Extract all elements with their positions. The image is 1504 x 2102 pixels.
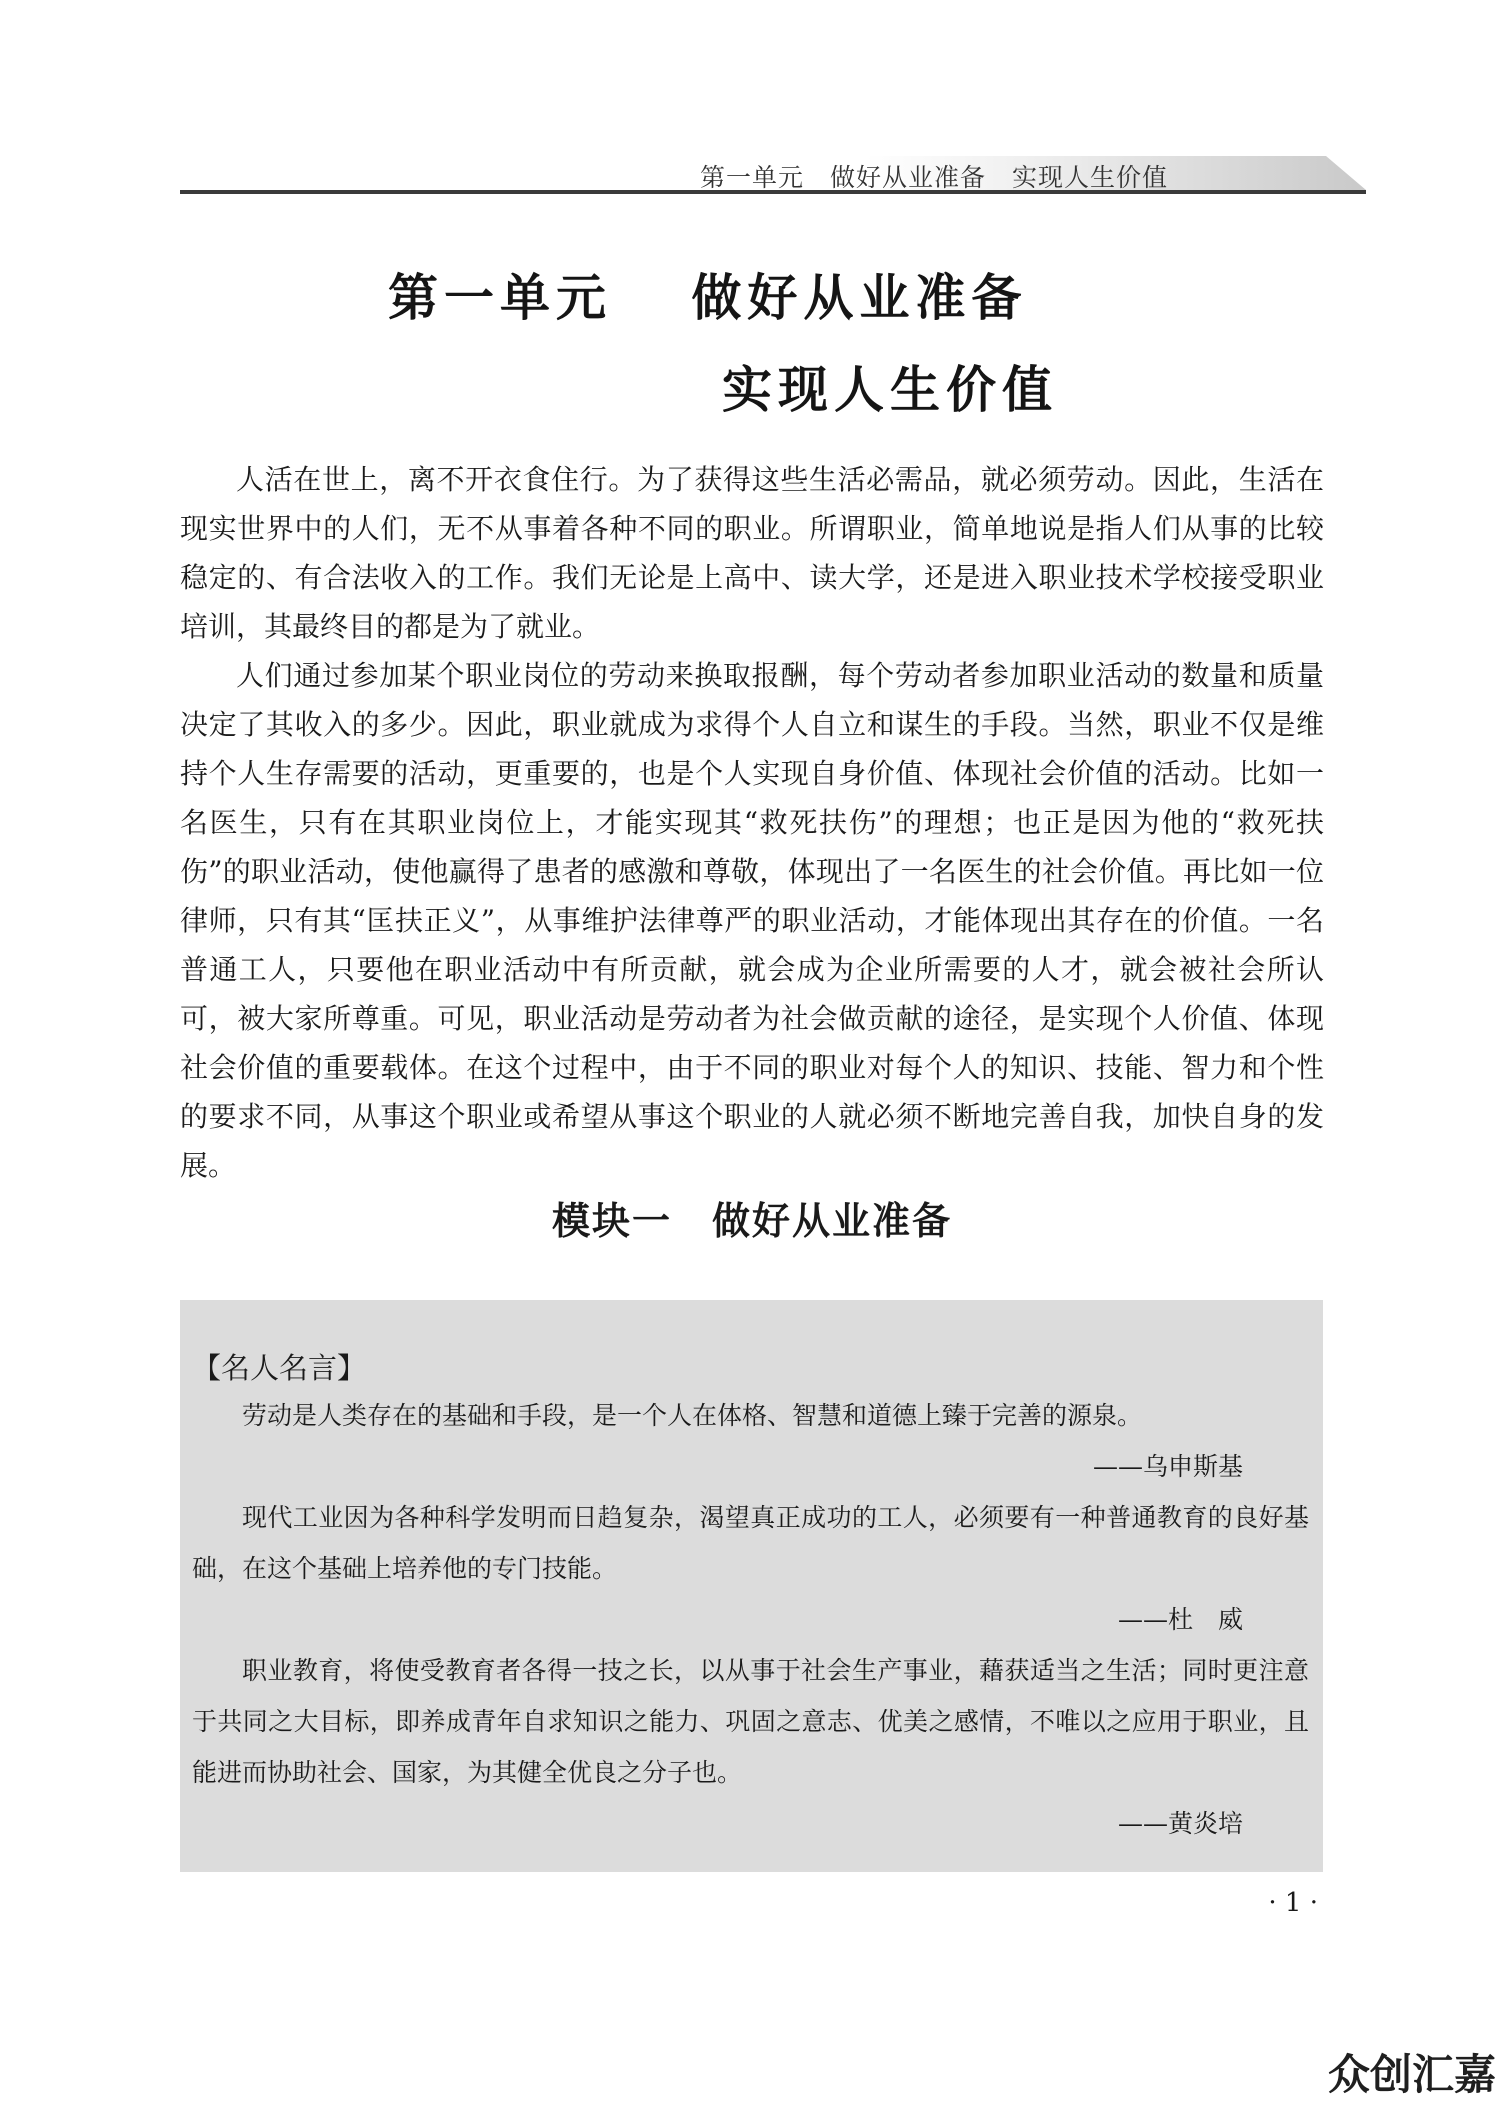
quote-author: ——乌申斯基 [1092, 1452, 1243, 1481]
quote-item [192, 1492, 1309, 1645]
unit-title-line1: 第一单元 做好从业准备 [388, 269, 1028, 327]
intro-paragraph: 人活在世上，离不开衣食住行。为了获得这些生活必需品，就必须劳动。因此，生活在现实世界中的人们，无不从事着各种不同的职业。所谓职业，简单地说是指人们从事的比较稳定的、有合法收入的工作。我们无论是上高中、读大学，还是进入职业技术学校接受职业培训，其最终目的都是为了就业。 [180, 463, 1324, 643]
quote-text: 职业教育，将使受教育者各得一技之长，以从事于社会生产事业，藉获适当之生活；同时更注意于共同之大目标，即养成青年自求知识之能力、巩固之意志、优美之感情，不唯以之应用于职业，且能进而协助社会、国家，为其健全优良之分子也。 [192, 1656, 1309, 1787]
quote-author: ——黄炎培 [1117, 1809, 1243, 1838]
intro-paragraph: 人们通过参加某个职业岗位的劳动来换取报酬，每个劳动者参加职业活动的数量和质量决定了其收入的多少。因此，职业就成为求得个人自立和谋生的手段。当然，职业不仅是维持个人生存需要的活动，更重要的，也是个人实现自身价值、体现社会价值的活动。比如一名医生，只有在其职业岗位上，才能实现其“救死扶伤”的理想；也正是因为他的“救死扶伤”的职业活动，使他赢得了患者的感激和尊敬，体现出了一名医生的社会价值。再比如一位律师，只有其“匡扶正义”，从事维护法律尊严的职业活动，才能体现出其存在的价值。一名普通工人，只要他在职业活动中有所贡献，就会成为企业所需要的人才，就会被社会所认可，被大家所尊重。可见，职业活动是劳动者为社会做贡献的途径，是实现个人价值、体现社会价值的重要载体。在这个过程中，由于不同的职业对每个人的知识、技能、智力和个性的要求不同，从事这个职业或希望从事这个职业的人就必须不断地完善自我，加快自身的发展。 [180, 659, 1324, 1182]
module-title: 模块一 做好从业准备 [551, 1199, 952, 1243]
quote-item [192, 1390, 1309, 1492]
quote-list [192, 1390, 1309, 1849]
quote-text: 现代工业因为各种科学发明而日趋复杂，渴望真正成功的工人，必须要有一种普通教育的良好基础，在这个基础上培养他的专门技能。 [192, 1503, 1309, 1583]
watermark-logo: 众创汇嘉 [1327, 2050, 1496, 2099]
quote-text: 劳动是人类存在的基础和手段，是一个人在体格、智慧和道德上臻于完善的源泉。 [242, 1401, 1143, 1430]
running-header [180, 150, 1366, 194]
quote-item [192, 1645, 1309, 1849]
unit-title-line2: 实现人生价值 [722, 361, 1058, 419]
famous-quotes-box [180, 1300, 1323, 1872]
running-header-text: 第一单元 做好从业准备 实现人生价值 [699, 163, 1168, 192]
quote-author: ——杜 威 [1117, 1605, 1243, 1634]
intro-text [180, 455, 1324, 1190]
page-number: · 1 · [1268, 1888, 1318, 1918]
famous-quotes-heading: 【名人名言】 [192, 1351, 367, 1385]
